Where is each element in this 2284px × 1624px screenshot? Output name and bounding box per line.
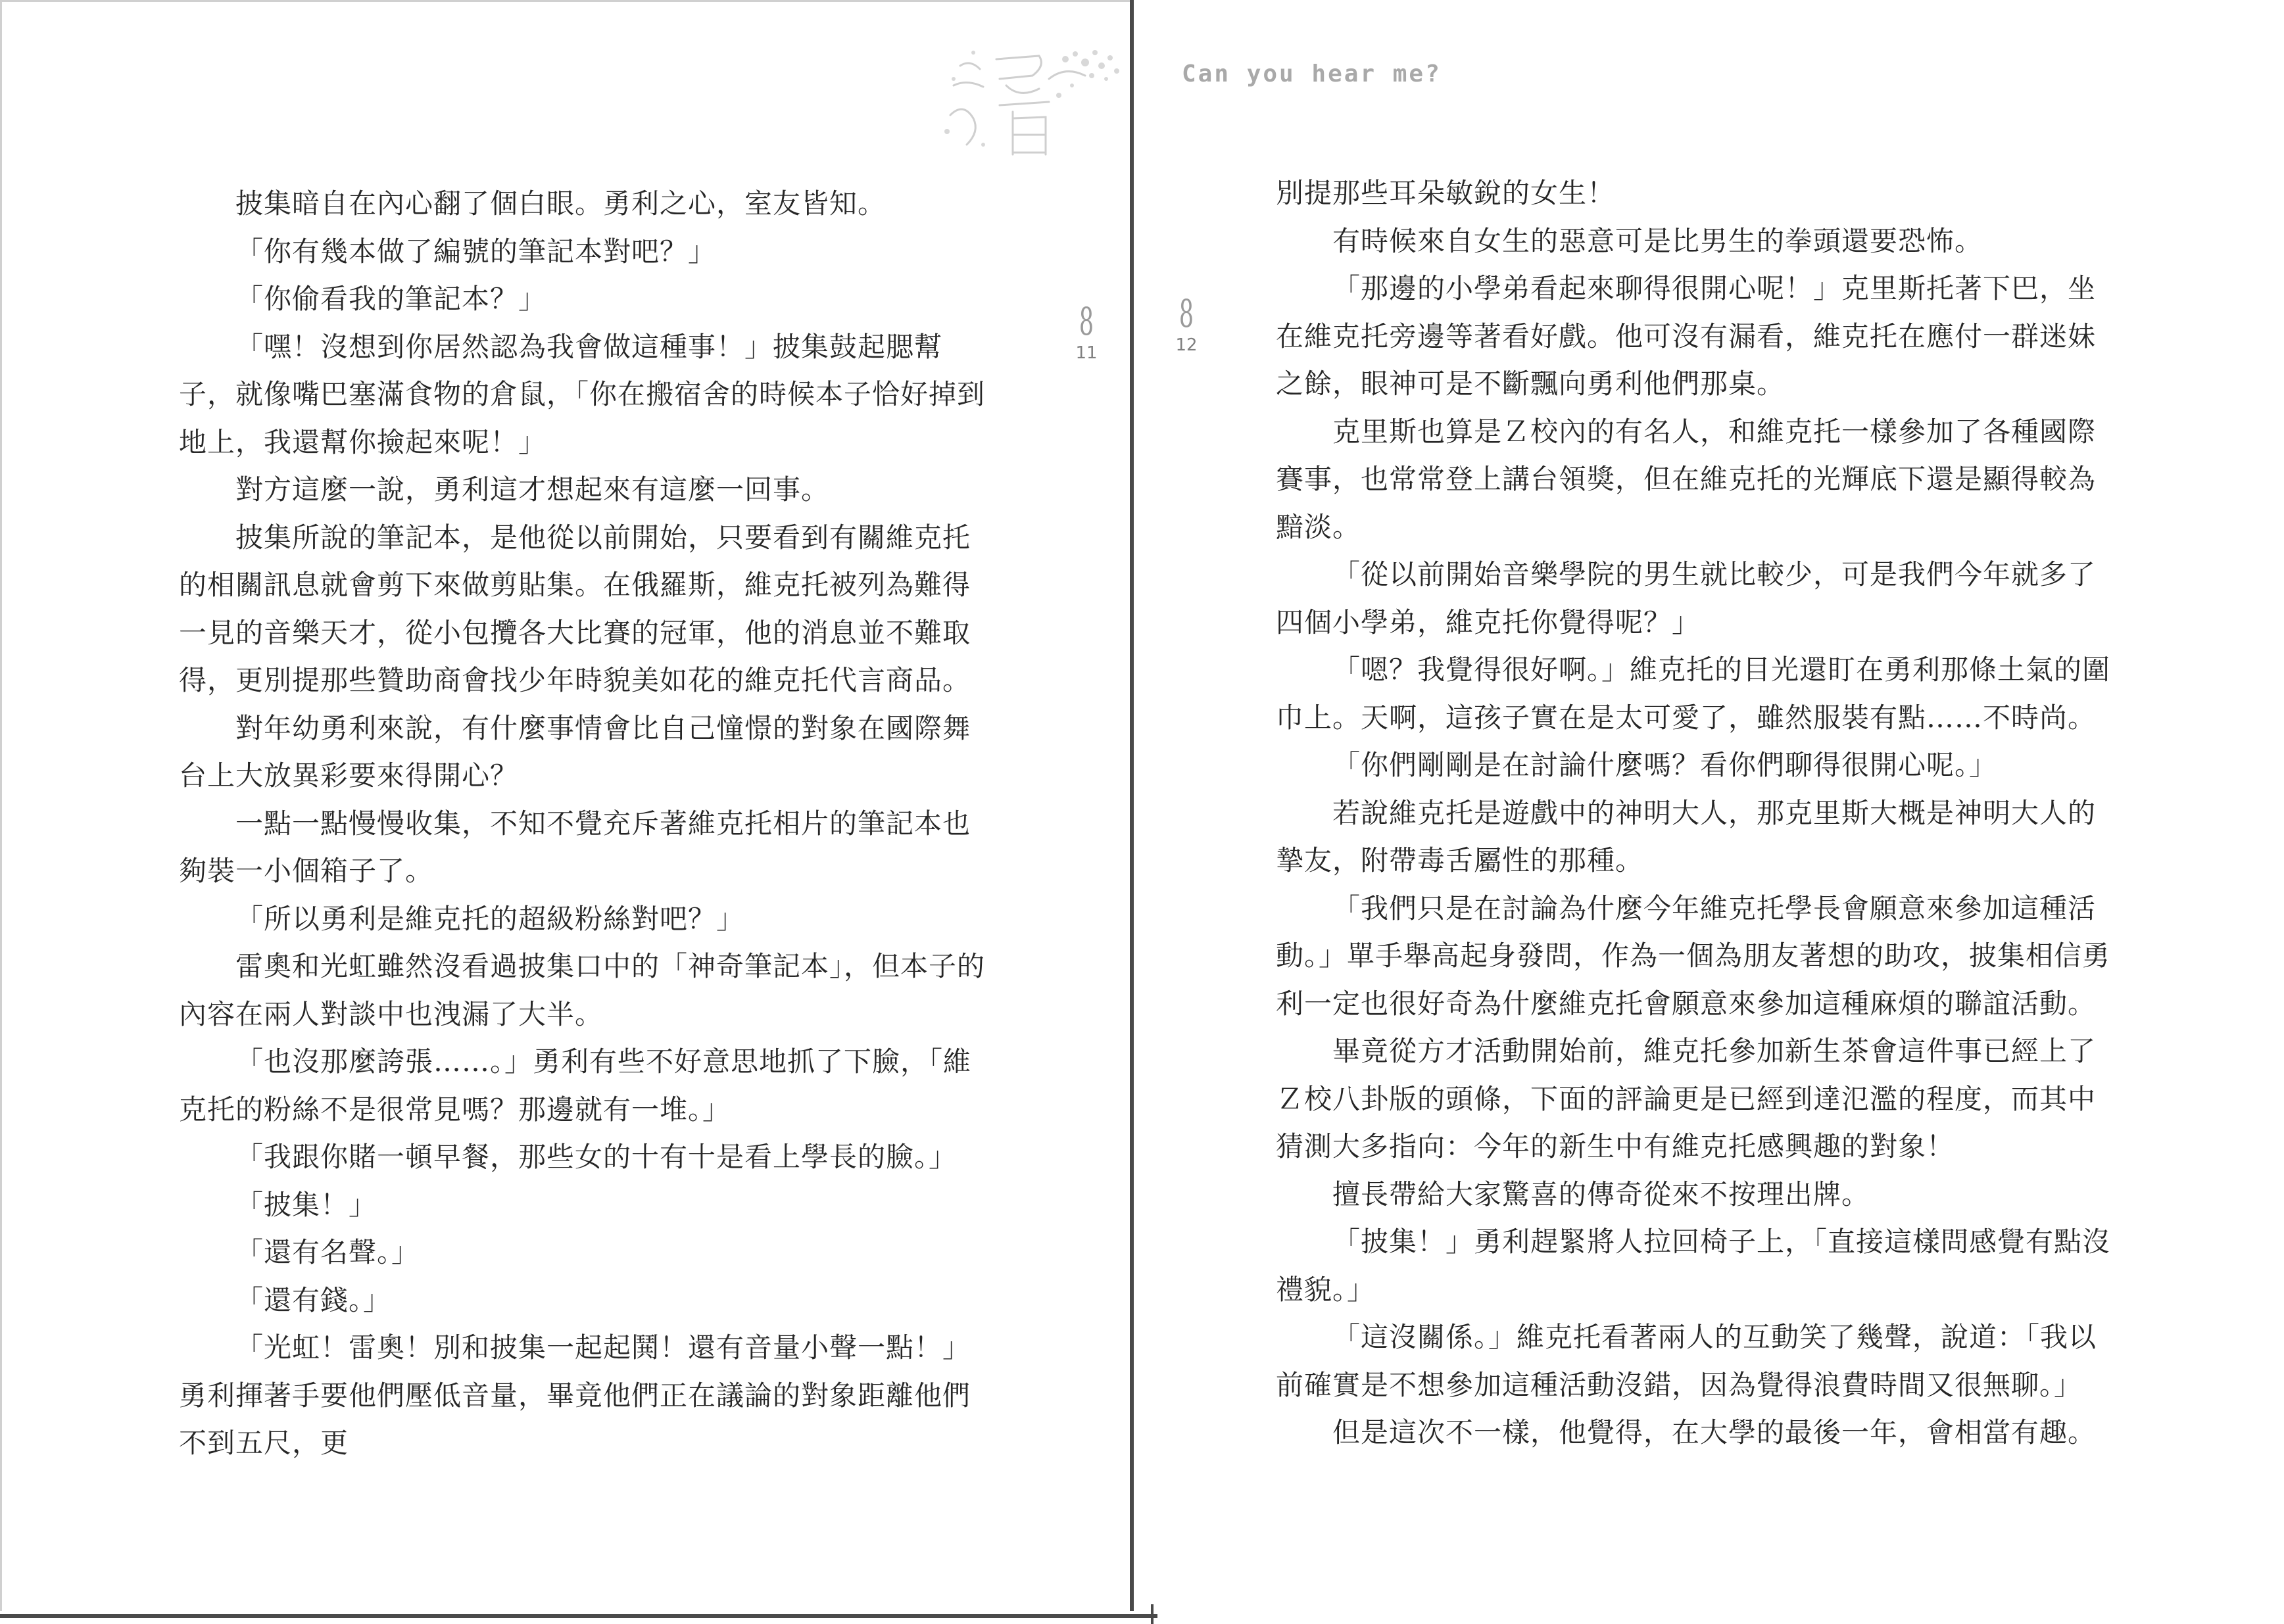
paragraph: 「你們剛剛是在討論什麼嗎？看你們聊得很開心呢。」 bbox=[1332, 749, 1998, 781]
gutter-tick bbox=[1151, 1604, 1154, 1624]
paragraph: 「我們只是在討論為什麼今年維克托學長會願意來參加這種活動。」單手舉高起身發問，作為一個為朋友著想的助攻，披集相信勇利一定也很好奇為什麼維克托會願意來參加這種麻煩的聯誼活動。 bbox=[1276, 892, 2111, 1020]
page-mark-glyph: 8 bbox=[1079, 299, 1094, 344]
paragraph: 「嘿！沒想到你居然認為我會做這種事！」披集鼓起腮幫子，就像嘴巴塞滿食物的倉鼠，「你在搬宿舍的時候本子恰好掉到地上，我還幫你撿起來呢！」 bbox=[179, 330, 986, 458]
paragraph: 「那邊的小學弟看起來聊得很開心呢！」克里斯托著下巴，坐在維克托旁邊等著看好戲。他可沒有漏看，維克托在應付一群迷妹之餘，眼神可是不斷飄向勇利他們那桌。 bbox=[1276, 272, 2097, 400]
paragraph: 對方這麼一說，勇利這才想起來有這麼一回事。 bbox=[235, 473, 830, 506]
book-title-logo-icon bbox=[934, 39, 1125, 164]
page-mark-glyph: 8 bbox=[1178, 291, 1194, 336]
page-number: 11 bbox=[1075, 343, 1098, 363]
paragraph: 對年幼勇利來說，有什麼事情會比自己憧憬的對象在國際舞台上大放異彩要來得開心？ bbox=[179, 711, 971, 792]
page-number-left bbox=[1067, 299, 1106, 363]
paragraph: 「從以前開始音樂學院的男生就比較少，可是我們今年就多了四個小學弟，維克托你覺得呢？」 bbox=[1276, 558, 2097, 638]
paragraph: 「你有幾本做了編號的筆記本對吧？」 bbox=[235, 235, 717, 268]
paragraph: 但是這次不一樣，他覺得，在大學的最後一年，會相當有趣。 bbox=[1332, 1416, 2097, 1448]
paragraph: 畢竟從方才活動開始前，維克托參加新生茶會這件事已經上了Ｚ校八卦版的頭條，下面的評論更是已經到達氾濫的程度，而其中猜測大多指向：今年的新生中有維克托感興趣的對象！ bbox=[1276, 1035, 2097, 1162]
page-number-right bbox=[1167, 291, 1206, 355]
right-text-column bbox=[1276, 170, 2114, 1457]
paragraph: 披集所說的筆記本，是他從以前開始，只要看到有關維克托的相關訊息就會剪下來做剪貼集。在俄羅斯，維克托被列為難得一見的音樂天才，從小包攬各大比賽的冠軍，他的消息並不難取得，更別提那些贊助商會找少年時貌美如花的維克托代言商品。 bbox=[179, 521, 971, 696]
left-text-column bbox=[179, 180, 991, 1468]
paragraph: 雷奧和光虹雖然沒看過披集口中的「神奇筆記本」，但本子的內容在兩人對談中也洩漏了大半。 bbox=[179, 950, 986, 1030]
paragraph: 披集暗自在內心翻了個白眼。勇利之心，室友皆知。 bbox=[235, 187, 887, 220]
paragraph: 「還有錢。」 bbox=[235, 1283, 392, 1316]
paragraph: 「所以勇利是維克托的超級粉絲對吧？」 bbox=[235, 902, 745, 935]
bottom-edge-line bbox=[0, 1614, 1157, 1618]
paragraph: 「這沒關係。」維克托看著兩人的互動笑了幾聲，說道：「我以前確實是不想參加這種活動沒錯，因為覺得浪費時間又很無聊。」 bbox=[1276, 1321, 2097, 1401]
paragraph: 一點一點慢慢收集，不知不覺充斥著維克托相片的筆記本也夠裝一小個箱子了。 bbox=[179, 807, 971, 887]
paragraph: 「披集！」 bbox=[235, 1188, 377, 1221]
page-gutter bbox=[1130, 0, 1134, 1611]
paragraph: 「你偷看我的筆記本？」 bbox=[235, 283, 547, 315]
paragraph: 「披集！」勇利趕緊將人拉回椅子上，「直接這樣問感覺有點沒禮貌。」 bbox=[1276, 1226, 2111, 1306]
paragraph-continued: 別提那些耳朵敏銳的女生！ bbox=[1276, 177, 1616, 209]
running-header-title: Can you hear me? bbox=[1182, 60, 1442, 87]
paragraph: 「光虹！雷奧！別和披集一起起鬨！還有音量小聲一點！」勇利揮著手要他們壓低音量，畢竟他們正在議論的對象距離他們不到五尺，更 bbox=[179, 1331, 971, 1459]
page-number: 12 bbox=[1175, 335, 1198, 355]
paragraph: 「嗯？我覺得很好啊。」維克托的目光還盯在勇利那條土氣的圍巾上。天啊，這孩子實在是太可愛了，雖然服裝有點……不時尚。 bbox=[1276, 654, 2111, 734]
paragraph: 若說維克托是遊戲中的神明大人，那克里斯大概是神明大人的摯友，附帶毒舌屬性的那種。 bbox=[1276, 796, 2097, 876]
paragraph: 「也沒那麼誇張……。」勇利有些不好意思地抓了下臉，「維克托的粉絲不是很常見嗎？那邊就有一堆。」 bbox=[179, 1045, 972, 1126]
paragraph: 「我跟你賭一頓早餐，那些女的十有十是看上學長的臉。」 bbox=[235, 1141, 958, 1173]
paragraph: 有時候來自女生的惡意可是比男生的拳頭還要恐怖。 bbox=[1332, 224, 1983, 257]
paragraph: 擅長帶給大家驚喜的傳奇從來不按理出牌。 bbox=[1332, 1178, 1870, 1210]
paragraph: 克里斯也算是Ｚ校內的有名人，和維克托一樣參加了各種國際賽事，也常常登上講台領獎，但在維克托的光輝底下還是顯得較為黯淡。 bbox=[1276, 415, 2097, 543]
paragraph: 「還有名聲。」 bbox=[235, 1236, 420, 1268]
